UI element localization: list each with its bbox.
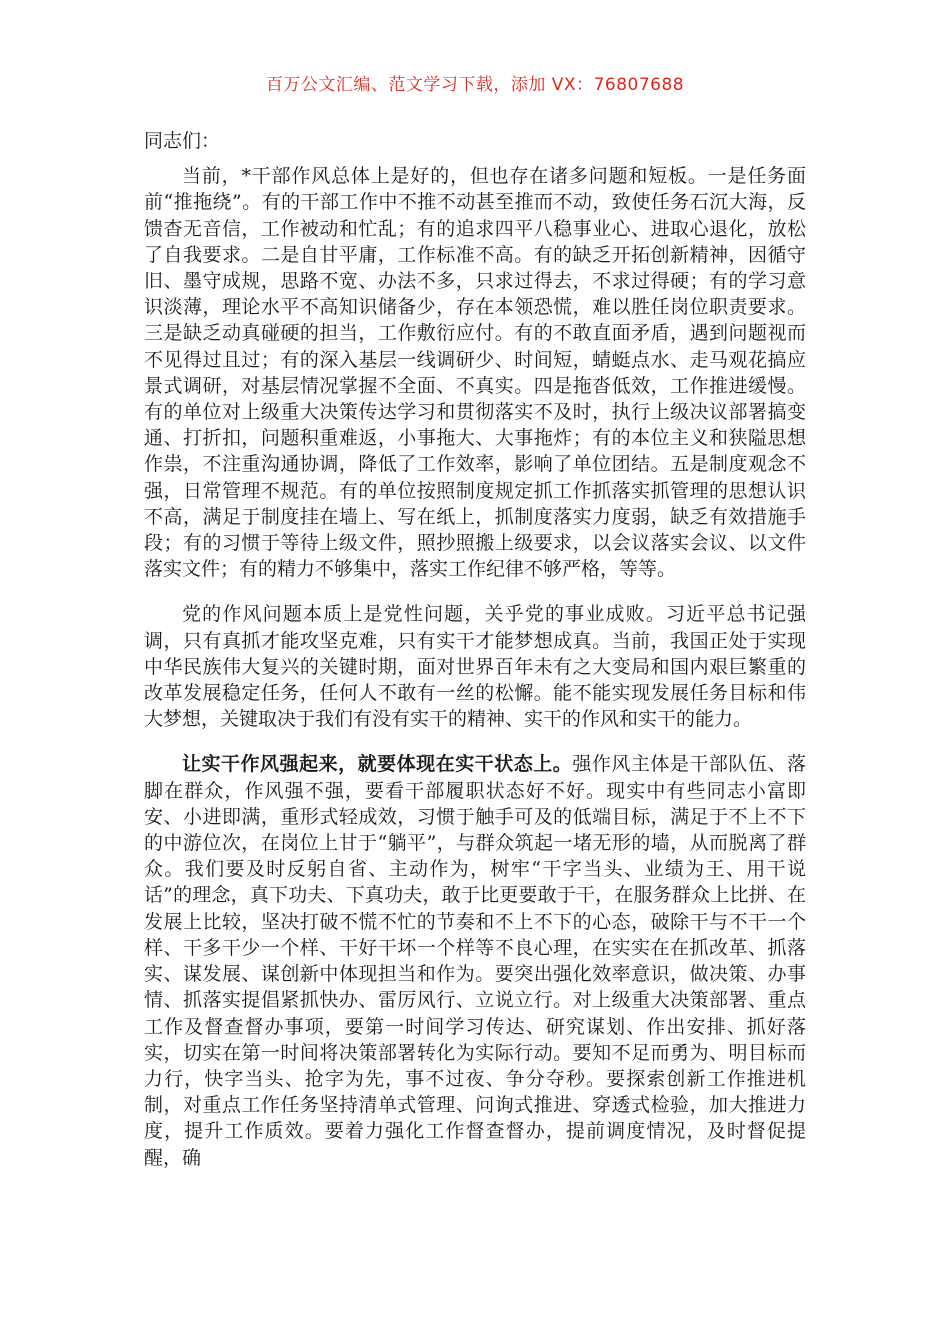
paragraph-text: 强作风主体是干部队伍、落脚在群众，作风强不强，要看干部履职状态好不好。现实中有些同志小富即安、小进即满，重形式轻成效，习惯于触手可及的低端目标，满足于不上不下的中游位次，在岗位上甘于“躺平”，与群众筑起一堵无形的墙，从而脱离了群众。我们要及时反躬自省、主动作为，树牢“干字当头、业绩为王、用干说话”的理念，真下功夫、下真功夫，敢于比更要敢于干，在服务群众上比拼、在发展上比较，坚决打破不慌不忙的节奏和不上不下的心态，破除干与不干一个样、干多干少一个样、干好干坏一个样等不良心理，在实实在在抓改革、抓落实、谋发展、谋创新中体现担当和作为。要突出强化效率意识，做决策、办事情、抓落实提倡紧抓快办、雷厉风行、立说立行。对上级重大决策部署、重点工作及督查督办事项，要第一时间学习传达、研究谋划、作出安排、抓好落实，切实在第一时间将决策部署转化为实际行动。要知不足而勇为、明目标而力行，快字当头、抢字为先，事不过夜、争分夺秒。要探索创新工作推进机制，对重点工作任务坚持清单式管理、问询式推进、穿透式检验，加大推进力度，提升工作质效。要着力强化工作督查督办，提前调度情况，及时督促提醒，确 — [144, 753, 806, 1169]
paragraph-practical-state — [144, 751, 806, 1170]
page-header-banner: 百万公文汇编、范文学习下载，添加 VX：76807688 — [265, 75, 685, 95]
salutation: 同志们： — [144, 130, 221, 152]
document-body — [144, 128, 806, 1190]
paragraph-lead-sentence: 让实干作风强起来，就要体现在实干状态上。 — [182, 753, 573, 776]
paragraph-problems — [144, 163, 806, 582]
paragraph-party-style — [144, 601, 806, 732]
paragraph-text: 党的作风问题本质上是党性问题，关乎党的事业成败。习近平总书记强调，只有真抓才能攻坚克难，只有实干才能梦想成真。当前，我国正处于实现中华民族伟大复兴的关键时期，面对世界百年未有之大变局和国内艰巨繁重的改革发展稳定任务，任何人不敢有一丝的松懈。能不能实现发展任务目标和伟大梦想，关键取决于我们有没有实干的精神、实干的作风和实干的能力。 — [144, 603, 806, 731]
paragraph-text: 当前，*干部作风总体上是好的，但也存在诸多问题和短板。一是任务面前“推拖绕”。有的干部工作中不推不动甚至推而不动，致使任务石沉大海，反馈杳无音信，工作被动和忙乱；有的追求四平八稳事业心、进取心退化，放松了自我要求。二是自甘平庸，工作标准不高。有的缺乏开拓创新精神，因循守旧、墨守成规，思路不宽、办法不多，只求过得去，不求过得硬；有的学习意识淡薄，理论水平不高知识储备少，存在本领恐慌，难以胜任岗位职责要求。三是缺乏动真碰硬的担当，工作敷衍应付。有的不敢直面矛盾，遇到问题视而不见得过且过；有的深入基层一线调研少、时间短，蜻蜓点水、走马观花搞应景式调研，对基层情况掌握不全面、不真实。四是拖沓低效，工作推进缓慢。有的单位对上级重大决策传达学习和贯彻落实不及时，执行上级决议部署搞变通、打折扣，问题积重难返，小事拖大、大事拖炸；有的本位主义和狭隘思想作祟，不注重沟通协调，降低了工作效率，影响了单位团结。五是制度观念不强，日常管理不规范。有的单位按照制度规定抓工作抓落实抓管理的思想认识不高，满足于制度挂在墙上、写在纸上，抓制度落实力度弱，缺乏有效措施手段；有的习惯于等待上级文件，照抄照搬上级要求，以会议落实会议、以文件落实文件；有的精力不够集中，落实工作纪律不够严格，等等。 — [144, 165, 806, 581]
